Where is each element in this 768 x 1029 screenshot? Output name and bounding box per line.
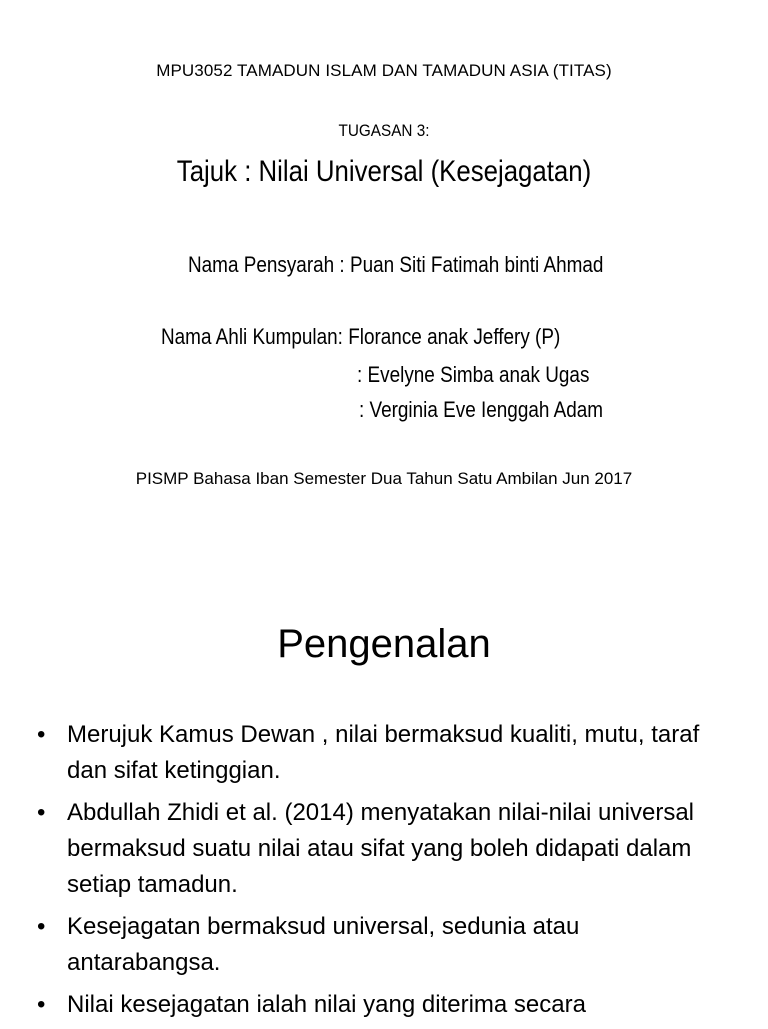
slide-heading: Pengenalan [277,622,491,666]
bullet-text: Merujuk Kamus Dewan , nilai bermaksud kualiti, mutu, taraf dan sifat ketinggian. [67,721,700,784]
bullet-text: Kesejagatan bermaksud universal, sedunia atau antarabangsa. [67,913,580,976]
bullet-item [37,795,737,903]
bullet-dot-icon: • [37,913,46,940]
bullet-dot-icon: • [37,991,46,1018]
bullet-item [37,987,737,1023]
bullet-dot-icon: • [37,799,46,826]
bullet-text: Abdullah Zhidi et al. (2014) menyatakan nilai-nilai universal bermaksud suatu nilai atau sifat yang boleh didapati dalam setiap tamadun. [67,799,695,898]
assignment-label: TUGASAN 3: [338,121,430,140]
bullet-item [37,909,737,981]
bullet-dot-icon: • [37,721,46,748]
course-code: MPU3052 TAMADUN ISLAM DAN TAMADUN ASIA (TITAS) [156,61,612,80]
bullet-item [37,717,737,789]
bullet-list [37,717,737,1029]
group-member: : Verginia Eve Ienggah Adam [359,397,604,422]
bullet-text: Nilai kesejagatan ialah nilai yang diterima secara [67,991,586,1018]
group-members-label: Nama Ahli Kumpulan: Florance anak Jeffery (P) [161,324,561,349]
group-member: : Evelyne Simba anak Ugas [357,362,590,387]
lecturer-name: Nama Pensyarah : Puan Siti Fatimah binti Ahmad [188,252,604,277]
topic-title: Tajuk : Nilai Universal (Kesejagatan) [176,155,592,188]
program-info: PISMP Bahasa Iban Semester Dua Tahun Satu Ambilan Jun 2017 [135,469,633,488]
introduction-slide [0,560,768,1024]
